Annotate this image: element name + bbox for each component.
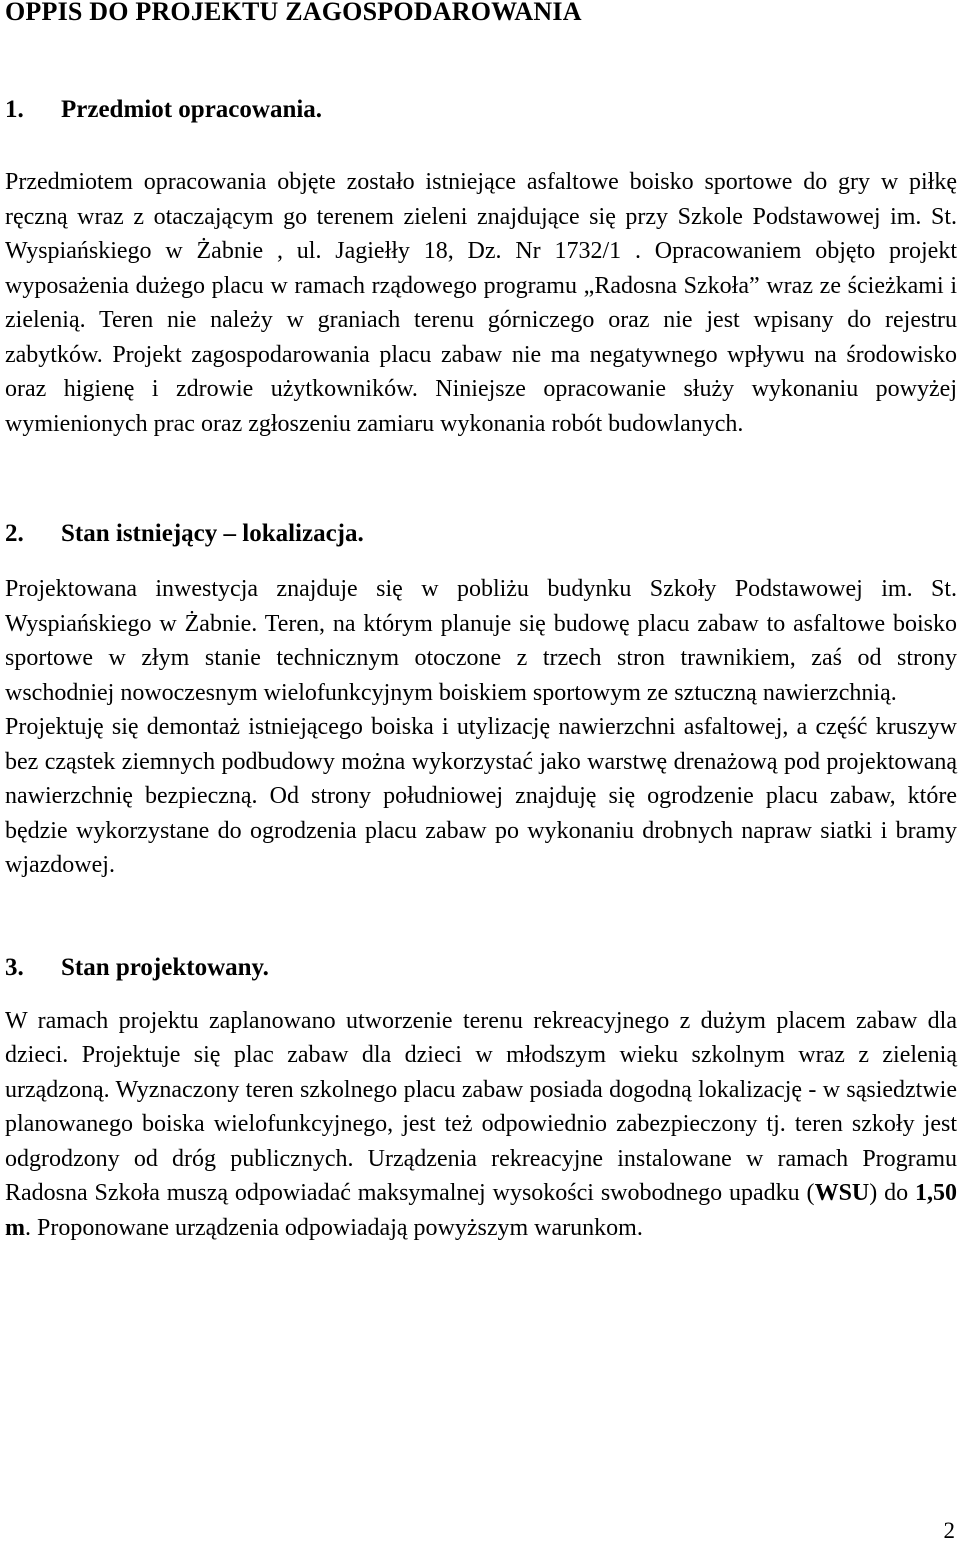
- paragraph: Przedmiotem opracowania objęte zostało istniejące asfaltowe boisko sportowe do gry w piłkę ręczną wraz z otaczającym go terenem zieleni znajdujące się przy Szkole Podstawowej im. St. Wyspiańskiego w Żabnie , ul. Jagiełły 18, Dz. Nr 1732/1 . Opracowaniem objęto projekt wyposażenia dużego placu w ramach rządowego programu „Radosna Szkoła” wraz ze ścieżkami i zielenią. Teren nie należy w graniach terenu górniczego oraz nie jest wpisany do rejestru zabytków. Projekt zagospodarowania placu zabaw nie ma negatywnego wpływu na środowisko oraz higienę i zdrowie użytkowników. Niniejsze opracowanie służy wykonaniu powyżej wymienionych prac oraz zgłoszeniu zamiaru wykonania robót budowlanych.: [5, 169, 957, 437]
- section-heading-2: [5, 519, 957, 549]
- max-fall-height-value: 1,50 m: [5, 1180, 958, 1241]
- paragraph: Projektowana inwestycja znajduje się w pobliżu budynku Szkoły Podstawowej im. St. Wyspiańskiego w Żabnie. Teren, na którym planuje się budowę placu zabaw to asfaltowe boisko sportowe w złym stanie technicznym otoczone z trzech stron trawnikiem, zaś od strony wschodniej nowoczesnym wielofunkcyjnym boiskiem sportowym ze sztuczną nawierzchnią.: [5, 576, 957, 706]
- paragraph-text: W ramach projektu zaplanowano utworzenie terenu rekreacyjnego z dużym placem zabaw dla dzieci. Projektuje się plac zabaw dla dzieci w młodszym wieku szkolnym wraz z zielenią urządzoną. Wyznaczony teren szkolnego placu zabaw posiada dogodną lokalizację - w sąsiedztwie planowanego boiska wielofunkcyjnego, jest też odpowiednio zabezpieczony tj. teren szkoły jest odgrodzony od dróg publicznych. Urządzenia rekreacyjne instalowane w ramach Programu Radosna Szkoła muszą odpowiadać maksymalnej wysokości swobodnego upadku (: [5, 1007, 957, 1206]
- section-title: Przedmiot opracowania.: [61, 96, 323, 123]
- paragraph-text-tail: . Proponowane urządzenia odpowiadają powyższym warunkom.: [25, 1214, 643, 1241]
- paragraph: Projektuję się demontaż istniejącego boiska i utylizację nawierzchni asfaltowej, a część kruszyw bez cząstek ziemnych podbudowy można wykorzystać jako warstwę drenażową pod projektowaną nawierzchnię bezpieczną. Od strony południowej znajduję się ogrodzenie placu zabaw, które będzie wykorzystane do ogrodzenia placu zabaw po wykonaniu drobnych napraw siatki i bramy wjazdowej.: [5, 714, 957, 878]
- section-number: 2.: [5, 520, 24, 547]
- document-title: OPPIS DO PROJEKTU ZAGOSPODAROWANIA: [5, 0, 582, 26]
- section-2-body: [5, 572, 957, 883]
- wsu-abbreviation: WSU: [814, 1180, 870, 1206]
- section-title: Stan projektowany.: [61, 953, 269, 981]
- section-number: 3.: [5, 953, 24, 981]
- section-heading-3: [5, 953, 957, 983]
- paragraph-text-mid: ) do: [869, 1180, 916, 1206]
- document-page: [5, 0, 957, 1245]
- section-3-body: [5, 1004, 957, 1246]
- section-1-body: [5, 165, 957, 441]
- section-heading-1: [5, 95, 957, 125]
- paragraph: [5, 1004, 957, 1246]
- section-title: Stan istniejący – lokalizacja.: [61, 520, 364, 547]
- page-number: 2: [943, 1518, 955, 1543]
- section-number: 1.: [5, 96, 24, 123]
